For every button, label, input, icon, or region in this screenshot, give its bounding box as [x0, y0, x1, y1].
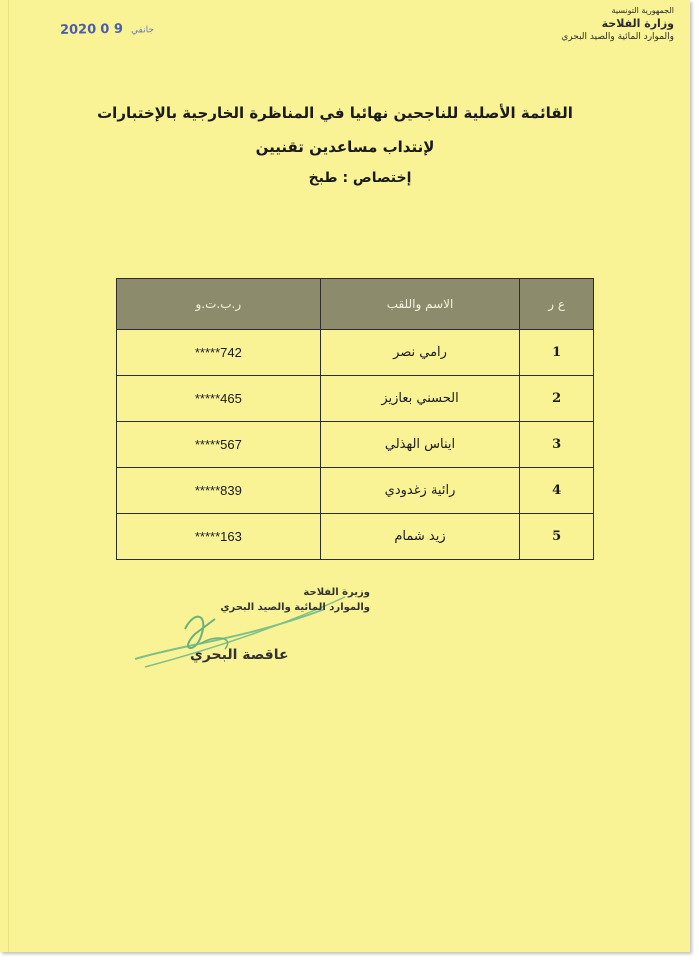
- row-id: *****742: [117, 330, 321, 376]
- table-row: [117, 468, 594, 514]
- signatory-name: عاقصة البحري: [190, 647, 289, 663]
- ministry-name: وزارة الفلاحة: [601, 17, 674, 30]
- signature-title-line1: وزيرة الفلاحة: [303, 587, 370, 598]
- header-id: ر.ب.ت.و: [117, 279, 321, 330]
- table-header-row: [117, 279, 594, 330]
- page-fold-line: [8, 0, 9, 952]
- header-name: الاسم واللقب: [320, 279, 520, 330]
- title-main: القائمة الأصلية للناجحين نهائيا في المناظرة الخارجية بالإختبارات: [97, 104, 573, 122]
- row-number: 5: [520, 514, 594, 560]
- stamp-month: جانفي: [131, 25, 155, 36]
- title-specialty: إختصاص : طبخ: [308, 170, 412, 186]
- stamp-day: 9 0: [100, 21, 124, 38]
- table-row: [117, 422, 594, 468]
- country-name: الجمهورية التونسية: [611, 6, 674, 15]
- ministry-full-name: والموارد المائية والصيد البحري: [561, 32, 674, 42]
- signature-title-line2: والموارد المائية والصيد البحري: [220, 602, 370, 613]
- stamp-year: 2020: [59, 22, 97, 38]
- row-name: رامي نصر: [320, 330, 520, 376]
- signature-title: [220, 585, 370, 615]
- row-number: 1: [520, 330, 594, 376]
- row-number: 4: [520, 468, 594, 514]
- table-row: [117, 330, 594, 376]
- row-id: *****839: [117, 468, 321, 514]
- title-recruitment: لإنتداب مساعدين تقنيين: [255, 138, 435, 156]
- row-id: *****465: [117, 376, 321, 422]
- row-number: 2: [520, 376, 594, 422]
- row-name: رائية زغدودي: [320, 468, 520, 514]
- row-id: *****567: [117, 422, 321, 468]
- row-name: الحسني بعازيز: [320, 376, 520, 422]
- header-number: ع ر: [520, 279, 594, 330]
- row-name: ايناس الهذلي: [320, 422, 520, 468]
- row-number: 3: [520, 422, 594, 468]
- table-row: [117, 376, 594, 422]
- date-stamp: [60, 21, 158, 38]
- row-id: *****163: [117, 514, 321, 560]
- document-titles: [40, 104, 650, 186]
- table-row: [117, 514, 594, 560]
- signature-block: [150, 585, 370, 685]
- row-name: زيد شمام: [320, 514, 520, 560]
- organization-header: [474, 6, 674, 43]
- results-table: [116, 278, 594, 560]
